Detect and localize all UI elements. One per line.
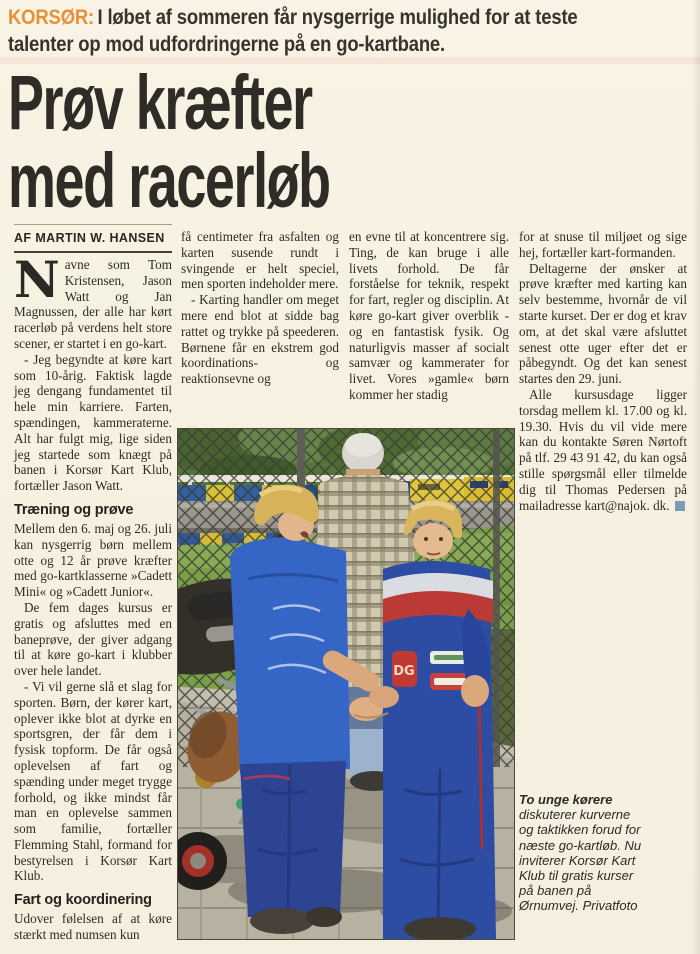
article-paragraph: Navne som Tom Kristensen, Jason Watt og Jan Magnussen, der alle har kørt racerløb på verdens helt store scener, er startet i en go-kart. [14, 250, 172, 351]
headline-line1: Prøv kræfter [8, 60, 312, 146]
article-paragraph: - Jeg begyndte at køre kart som 10-årig. Faktisk lagde jeg dengang fundamentet til hele min karriere. Farten, spændingen, kammeraterne. Alt har fulgt mig, lige siden jeg startede som knægt på banen i Korsør Kart Klub, fortæller Jason Watt. [14, 351, 172, 494]
caption-body: diskuterer kurverne og taktikken forud for næste go-kartløb. Nu inviterer Korsør Kart Klub til gratis kurser på banen på Ørnumvej. [519, 807, 642, 914]
byline: AF MARTIN W. HANSEN [14, 224, 172, 253]
article-paragraph: Deltagerne der ønsker at prøve kræfter med karting kan selv bestemme, hvornår de vil starte kurset. Der er dog et krav om, at det skal være afsluttet senest otte uger efter det er påbegyndt. Og det kan senest startes den 29. juni. [519, 260, 687, 387]
headline-line2: med racerløb [8, 138, 330, 224]
end-mark [675, 501, 685, 511]
article-column-3 [349, 229, 509, 403]
photo-illustration [178, 429, 514, 939]
article-paragraph: Udover følelsen af at køre stærkt med numsen kun [14, 911, 172, 943]
article-column-2 [181, 229, 339, 387]
article-paragraph: - Vi vil gerne slå et slag for sporten. Børn, der kører kart, oplever ikke blot at dyrke en sportsgren, der får dem i fysisk topform. De får også oplevelsen af fart og spænding under meget trygge forhold, og ikke mindst får man en oplevelse sammen som familie, fortæller Flemming Stahl, formand for bestyrelsen i Korsør Kart Klub. [14, 678, 172, 884]
photo-caption [519, 792, 643, 914]
article-column-1 [14, 250, 172, 943]
article-column-4 [519, 229, 687, 513]
scan-edge-shading [692, 0, 700, 954]
kicker-text: I løbet af sommeren får nysgerrige mulighed for at teste talenter op mod udfordringerne på en go-kartbane. [8, 6, 578, 56]
caption-credit: Privatfoto [582, 898, 638, 914]
article-paragraph: en evne til at koncentrere sig. Ting, de kan bruge i alle livets forhold. De får forståelse for teknik, respekt for fart, regler og disciplin. At køre go-kart giver overblik - og en fantastisk fysik. Og naturligvis masser af socialt samvær og kammerater for livet. Vores »gamle« børn kommer her stadig [349, 229, 509, 402]
article-paragraph: få centimeter fra asfalten og karten susende rundt i svingende er helt speciel, men sporten indeholder mere. [181, 229, 339, 292]
drop-cap: N [14, 250, 60, 309]
headline [8, 60, 491, 224]
kicker [8, 4, 615, 58]
article-paragraph: - Karting handler om meget mere end blot at sidde bag rattet og trykke på speederen. Børnene får en ekstrem god koordinations- og reaktionsevne og [181, 292, 339, 387]
svg-text:DG: DG [393, 664, 415, 679]
article-photo [177, 428, 515, 940]
section-heading: Træning og prøve [14, 501, 134, 518]
caption-lead: To unge kørere [519, 792, 613, 807]
section-heading: Fart og koordinering [14, 892, 152, 909]
article-paragraph: Mellem den 6. maj og 26. juli kan nysgerrig børn mellem otte og 12 år prøve kræfter med go-kartklasserne »Cadett Mini« og »Cadett Junior«. [14, 520, 172, 600]
article-paragraph: for at snuse til miljøet og sige hej, fortæller kart-formanden. [519, 229, 687, 260]
article-paragraph: Alle kursusdage ligger torsdag mellem kl. 17.00 og kl. 19.30. Hvis du vil vide mere kan du kontakte Søren Nørtoft på tlf. 29 43 91 42, du kan også stille spørgsmål eller tilmelde dig til Thomas Pedersen på mailadresse kart@najok. dk. [519, 386, 687, 513]
kicker-place-tag: KORSØR: [8, 6, 95, 29]
article-paragraph: De fem dages kursus er gratis og afsluttes med en baneprøve, der giver adgang til at køre go-kart i klubber over hele landet. [14, 599, 172, 679]
